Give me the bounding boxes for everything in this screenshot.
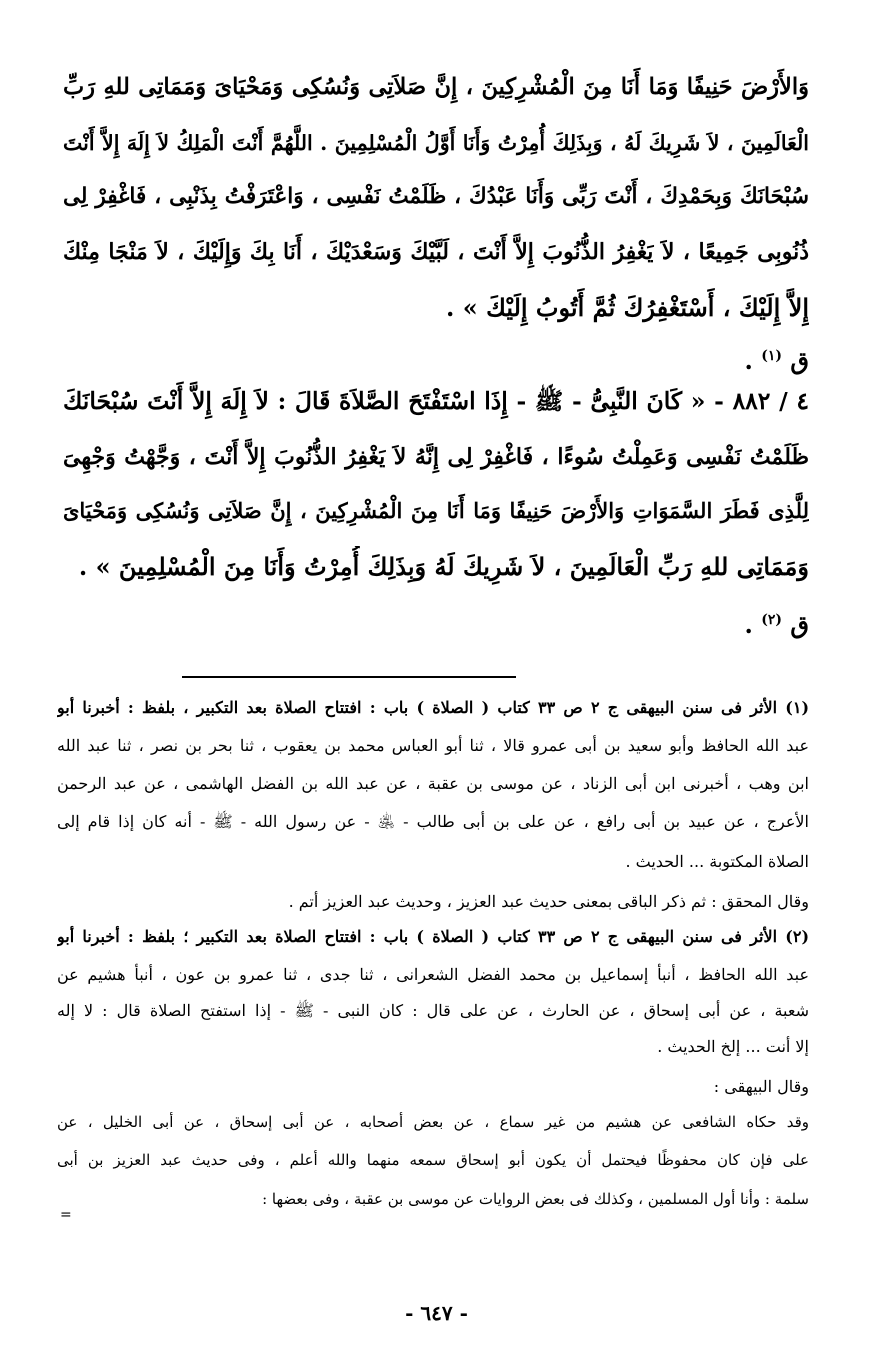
footnote-line: الصلاة المكتوبة ... الحديث . <box>625 852 809 871</box>
siglum-letter: ق <box>790 346 809 375</box>
main-text-line: وَمَمَاتِى للهِ رَبِّ الْعَالَمِينَ ، لاَ شَرِيكَ لَهُ وَبِذَلِكَ أُمِرْتُ وَأَنَا مِنَ الْمُسْلِمِينَ » . <box>78 552 809 581</box>
footnote-ref-1: (١) <box>761 348 783 364</box>
page-number: - ٦٤٧ - <box>405 1301 468 1325</box>
footnote-line: عبد الله الحافظ ، أنبأ إسماعيل بن محمد الفضل الشعرانى ، ثنا جدى ، ثنا عمرو بن عون ، أنبأ هشيم عن <box>57 965 809 984</box>
siglum-letter: ق <box>790 610 809 639</box>
footnote-line: (١) الأثر فى سنن البيهقى ج ٢ ص ٣٣ كتاب ( الصلاة ) باب : افتتاح الصلاة بعد التكبير ، بلفظ : أخبرنا أبو <box>57 698 809 717</box>
siglum-end: . <box>744 346 753 375</box>
main-text-line: لِلَّذِى فَطَرَ السَّمَوَاتِ وَالأَرْضَ حَنِيفًا وَمَا أَنَا مِنَ الْمُشْرِكِينَ ، إِنَّ صَلاَتِى وَنُسُكِى وَمَحْيَاىَ <box>63 498 809 523</box>
footnote-line: الأعرج ، عن عبيد بن أبى رافع ، عن على بن أبى طالب - ﵁ - عن رسول الله - ﷺ - أنه كان إذا قام إلى <box>57 812 809 831</box>
footnote-line: عبد الله الحافظ وأبو سعيد بن أبى عمرو قالا ، ثنا أبو العباس محمد بن يعقوب ، ثنا بحر بن نصر ، ثنا عبد الله <box>57 736 809 755</box>
footnote-line: إلا أنت ... إلخ الحديث . <box>657 1037 809 1056</box>
source-siglum-2 <box>745 610 809 639</box>
footnote-line: وقال المحقق : ثم ذكر الباقى بمعنى حديث عبد العزيز ، وحديث عبد العزيز أتم . <box>288 892 809 911</box>
main-text-line: ظَلَمْتُ نَفْسِى وَعَمِلْتُ سُوءًا ، فَاغْفِرْ لِى إِنَّهُ لاَ يَغْفِرُ الذُّنُوبَ إِلاَّ أَنْتَ ، وَجَّهْتُ وَجْهِىَ <box>63 444 809 470</box>
footnote-line: وقال البيهقى : <box>713 1077 809 1096</box>
footnote-line: ابن وهب ، أخبرنى ابن أبى الزناد ، عن موسى بن عقبة ، عن عبد الله بن الفضل الهاشمى ، عن عبد الرحمن <box>57 774 809 793</box>
main-text-line: ذُنُوبِى جَمِيعًا ، لاَ يَغْفِرُ الذُّنُوبَ إِلاَّ أَنْتَ ، لَبَّيْكَ وَسَعْدَيْكَ ، أَنَا بِكَ وَإِلَيْكَ ، لاَ مَنْجَا مِنْكَ <box>63 239 809 265</box>
footnote-line: سلمة : وأنا أول المسلمين ، وكذلك فى بعض الروايات عن موسى بن عقبة ، وفى بعضها : <box>262 1190 809 1208</box>
footnote-line: على فإن كان محفوظًا فيحتمل أن يكون أبو إسحاق سمعه منهما والله أعلم ، وفى حديث عبد العزيز بن أبى <box>57 1151 809 1169</box>
footnote-separator <box>182 676 516 678</box>
main-text-line: إِلاَّ إِلَيْكَ ، أَسْتَغْفِرُكَ ثُمَّ أَتُوبُ إِلَيْكَ » . <box>446 293 809 322</box>
source-siglum-1 <box>745 346 809 375</box>
main-text-line: وَالأَرْضَ حَنِيفًا وَمَا أَنَا مِنَ الْمُشْرِكِينَ ، إِنَّ صَلاَتِى وَنُسُكِى وَمَحْيَاىَ وَمَمَاتِى للهِ رَبِّ <box>63 74 809 100</box>
footnote-line: وقد حكاه الشافعى عن هشيم من غير سماع ، عن بعض أصحابه ، عن أبى إسحاق ، عن أبى الخليل ، عن <box>57 1113 809 1131</box>
main-text-line: الْعَالَمِينَ ، لاَ شَرِيكَ لَهُ ، وَبِذَلِكَ أُمِرْتُ وَأَنَا أَوَّلُ الْمُسْلِمِينَ . اللَّهُمَّ أَنْتَ الْمَلِكُ لاَ إِلَهَ إِلاَّ أَنْتَ <box>63 131 809 155</box>
footnote-line: شعبة ، عن أبى إسحاق ، عن الحارث ، عن على قال : كان النبى - ﷺ - إذا استفتح الصلاة قال : لا إله <box>57 1001 809 1020</box>
footnote-ref-2: (٢) <box>761 612 783 628</box>
footnote-line: (٢) الأثر فى سنن البيهقى ج ٢ ص ٣٣ كتاب ( الصلاة ) باب : افتتاح الصلاة بعد التكبير ؛ بلفظ : أخبرنا أبو <box>57 927 809 946</box>
siglum-end: . <box>744 610 753 639</box>
hadith-882-line: ٤ / ٨٨٢ - « كَانَ النَّبِىُّ - ﷺ - إِذَا اسْتَفْتَحَ الصَّلاَةَ قَالَ : لاَ إِلَهَ إِلاَّ أَنْتَ سُبْحَانَكَ <box>63 387 809 415</box>
main-text-line: سُبْحَانَكَ وَبِحَمْدِكَ ، أَنْتَ رَبِّى وَأَنَا عَبْدُكَ ، ظَلَمْتُ نَفْسِى ، وَاعْتَرَفْتُ بِذَنْبِى ، فَاغْفِرْ لِى <box>63 184 809 209</box>
continuation-mark: = <box>60 1207 72 1223</box>
